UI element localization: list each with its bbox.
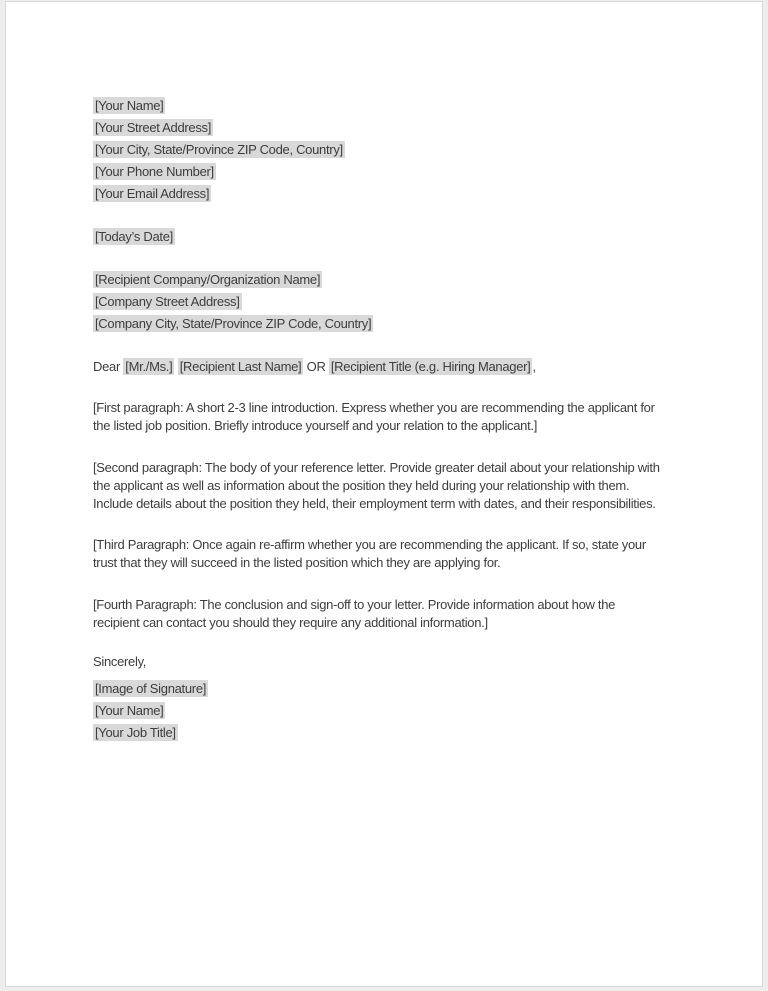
sender-line (93, 139, 722, 161)
paragraph-line: [First paragraph: A short 2-3 line introduction. Express whether you are recommending the applicant for (93, 400, 655, 415)
recipient-address-block (93, 269, 722, 335)
placeholder-todays-date[interactable]: [Today’s Date] (95, 229, 173, 244)
paragraph-line: trust that they will succeed in the listed position which they are applying for. (93, 555, 501, 570)
body-paragraph-first (93, 399, 722, 435)
paragraph-line: [Fourth Paragraph: The conclusion and sign-off to your letter. Provide information about how the (93, 597, 616, 612)
document-page (5, 1, 763, 987)
body-paragraph-third (93, 536, 722, 572)
placeholder-mr-ms[interactable]: [Mr./Ms.] (125, 359, 173, 374)
placeholder-recipient-company-name[interactable]: [Recipient Company/Organization Name] (95, 272, 321, 287)
closing-line (93, 651, 722, 673)
placeholder-signature-name[interactable]: [Your Name] (95, 703, 164, 718)
closing-text: Sincerely, (93, 654, 147, 669)
sender-line (93, 183, 722, 205)
salutation-line (93, 356, 722, 378)
paragraph-line: the listed job position. Briefly introduce yourself and your relation to the applicant.] (93, 418, 538, 433)
paragraph-line: the applicant as well as information about the position they held during your relationship with them. (93, 478, 630, 493)
placeholder-recipient-title[interactable]: [Recipient Title (e.g. Hiring Manager] (330, 359, 531, 374)
date-line (93, 226, 722, 248)
body-paragraph-fourth (93, 596, 722, 632)
placeholder-recipient-last-name[interactable]: [Recipient Last Name] (179, 359, 302, 374)
paragraph-line: [Second paragraph: The body of your reference letter. Provide greater detail about your relationship with (93, 460, 660, 475)
body-paragraph-second (93, 459, 722, 513)
recipient-line (93, 269, 722, 291)
sender-address-block (93, 95, 722, 205)
placeholder-your-phone-number[interactable]: [Your Phone Number] (95, 164, 214, 179)
paragraph-line: recipient can contact you should they require any additional information.] (93, 615, 488, 630)
signature-block (93, 678, 722, 744)
paragraph-line: [Third Paragraph: Once again re-affirm whether you are recommending the applicant. If so, state your (93, 537, 646, 552)
sender-line (93, 117, 722, 139)
placeholder-your-street-address[interactable]: [Your Street Address] (95, 120, 212, 135)
sender-line (93, 161, 722, 183)
recipient-line (93, 291, 722, 313)
signature-line (93, 700, 722, 722)
signature-line (93, 678, 722, 700)
placeholder-signature-job-title[interactable]: [Your Job Title] (95, 725, 176, 740)
letter-content (6, 2, 762, 744)
placeholder-your-name[interactable]: [Your Name] (95, 98, 164, 113)
sender-line (93, 95, 722, 117)
placeholder-your-city-state-zip[interactable]: [Your City, State/Province ZIP Code, Country] (95, 142, 343, 157)
salutation-comma: , (532, 359, 536, 374)
salutation-or-text: OR (303, 359, 329, 374)
signature-line (93, 722, 722, 744)
paragraph-line: Include details about the position they held, their employment term with dates, and their responsibilities. (93, 496, 656, 511)
placeholder-your-email-address[interactable]: [Your Email Address] (95, 186, 210, 201)
placeholder-signature-image[interactable]: [Image of Signature] (95, 681, 207, 696)
placeholder-company-city-state-zip[interactable]: [Company City, State/Province ZIP Code, Country] (95, 316, 372, 331)
salutation-prefix: Dear (93, 359, 124, 374)
placeholder-company-street-address[interactable]: [Company Street Address] (95, 294, 240, 309)
recipient-line (93, 313, 722, 335)
